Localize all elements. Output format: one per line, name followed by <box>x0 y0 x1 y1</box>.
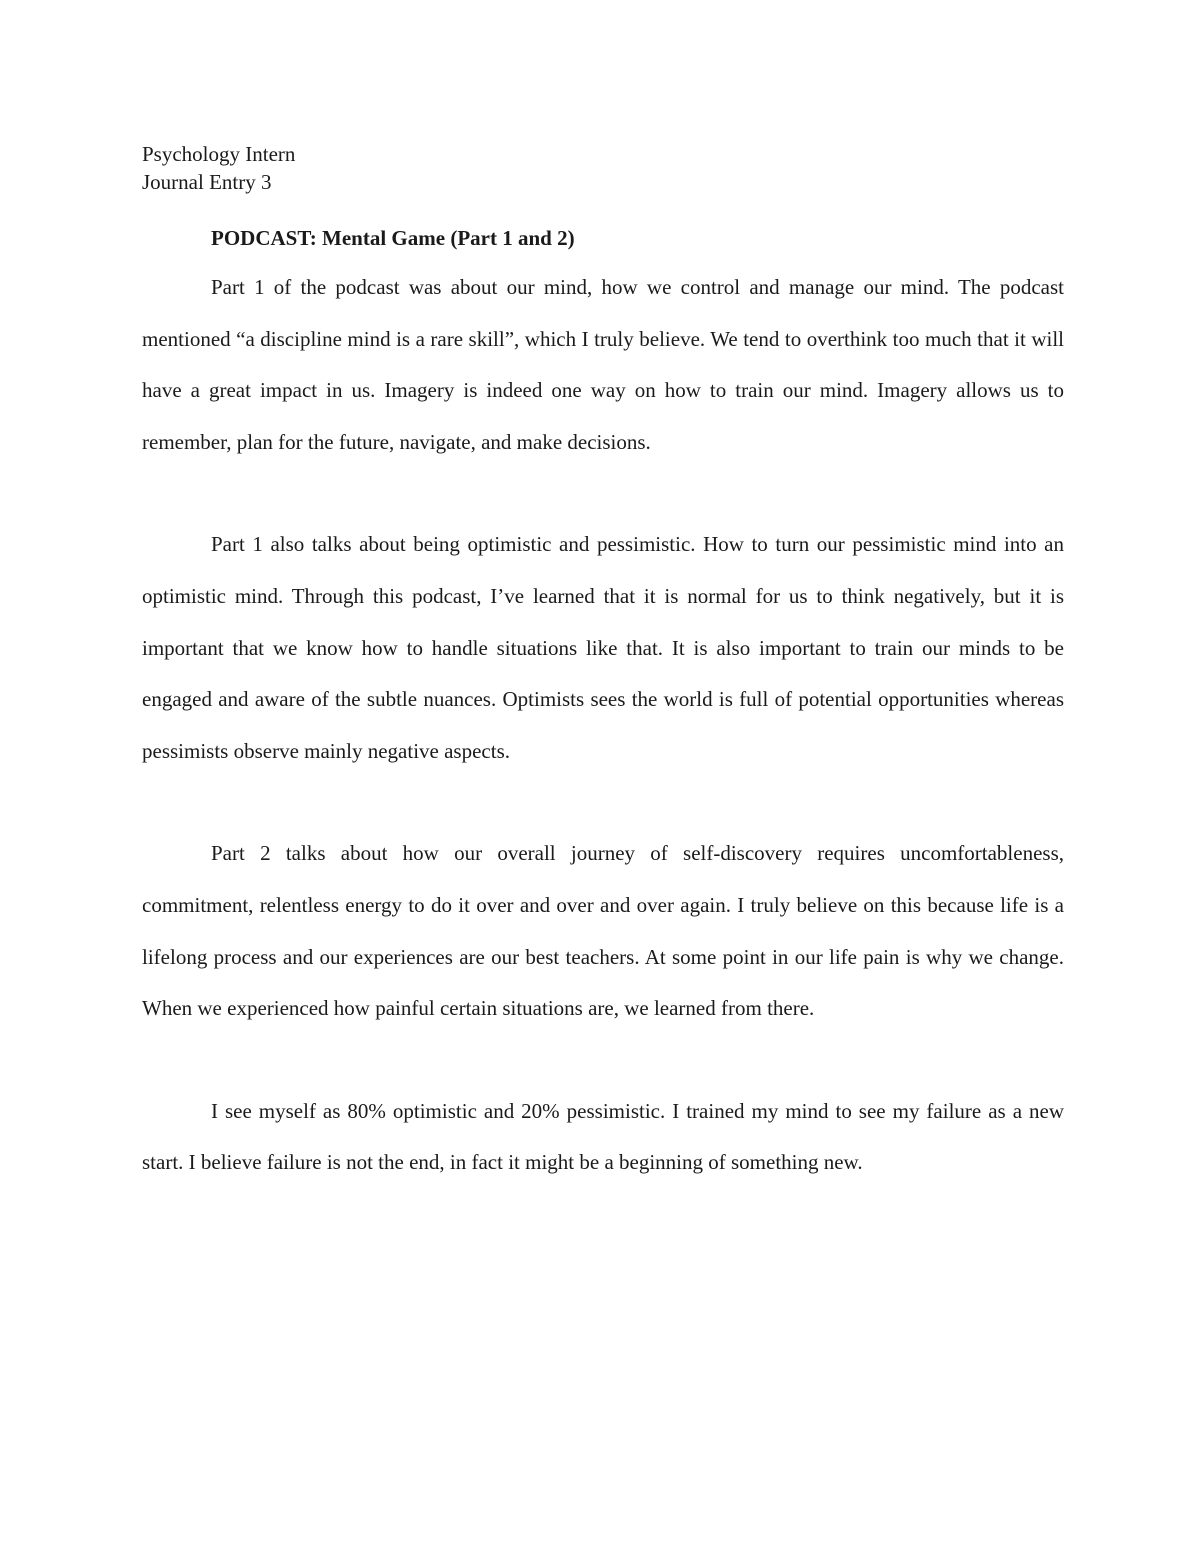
document-title: PODCAST: Mental Game (Part 1 and 2) <box>211 226 575 250</box>
document-body <box>142 140 1064 1189</box>
paragraph-4: I see myself as 80% optimistic and 20% pessimistic. I trained my mind to see my failure as a new start. I believe failure is not the end, in fact it might be a beginning of something new. <box>142 1098 1064 1175</box>
paragraph-2: Part 1 also talks about being optimistic and pessimistic. How to turn our pessimistic mind into an optimistic mind. Through this podcast, I’ve learned that it is normal for us to think negatively, but it is important that we know how to handle situations like that. It is also important to train our minds to be engaged and aware of the subtle nuances. Optimists sees the world is full of potential opportunities whereas pessimists observe mainly negative aspects. <box>142 532 1064 763</box>
paragraph-1: Part 1 of the podcast was about our mind, how we control and manage our mind. The podcast mentioned “a discipline mind is a rare skill”, which I truly believe. We tend to overthink too much that it will have a great impact in us. Imagery is indeed one way on how to train our mind. Imagery allows us to remember, plan for the future, navigate, and make decisions. <box>142 275 1064 454</box>
header-role: Psychology Intern <box>142 142 296 166</box>
paragraph-3: Part 2 talks about how our overall journey of self-discovery requires uncomfortableness, commitment, relentless energy to do it over and over and over again. I truly believe on this because life is a lifelong process and our experiences are our best teachers. At some point in our life pain is why we change. When we experienced how painful certain situations are, we learned from there. <box>142 841 1064 1021</box>
header-entry: Journal Entry 3 <box>142 170 272 194</box>
